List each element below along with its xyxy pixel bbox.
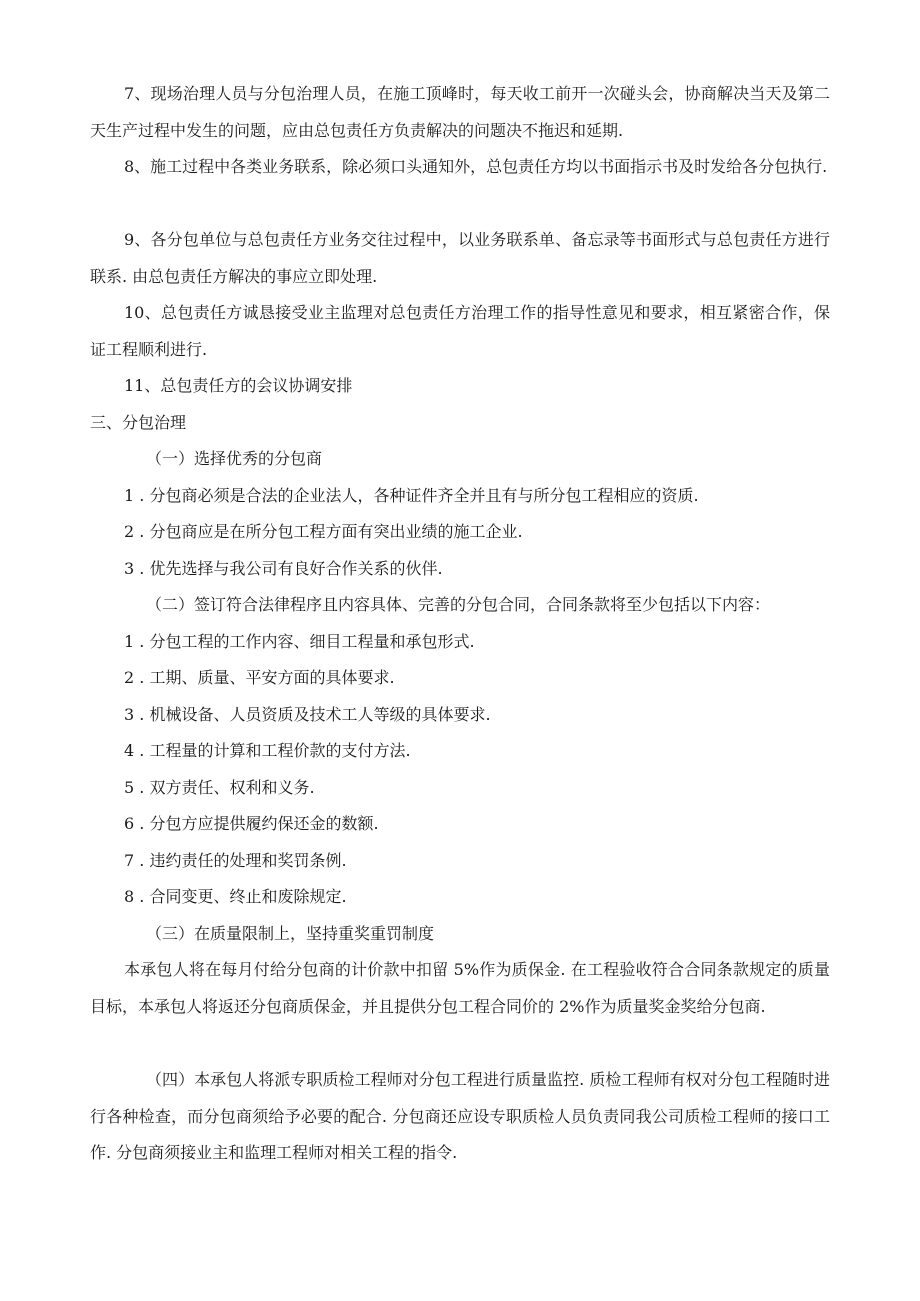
- list-item: 1 . 分包商必须是合法的企业法人，各种证件齐全并且有与所分包工程相应的资质.: [124, 486, 699, 505]
- paragraph-item-7: 7、现场治理人员与分包治理人员，在施工顶峰时，每天收工前开一次碰头会，协商解决当天及第二天生产过程中发生的问题，应由总包责任方负责解决的问题决不拖迟和延期.: [90, 84, 830, 140]
- paragraph-item-11: 11、总包责任方的会议协调安排: [124, 376, 353, 395]
- paragraph-item-10: 10、总包责任方诚恳接受业主监理对总包责任方治理工作的指导性意见和要求，相互紧密合作，保证工程顺利进行.: [90, 303, 830, 359]
- list-item: 1 . 分包工程的工作内容、细目工程量和承包形式.: [124, 632, 475, 651]
- list-item: 6 . 分包方应提供履约保还金的数额.: [124, 814, 379, 833]
- paragraph-item-8: 8、施工过程中各类业务联系，除必须口头通知外，总包责任方均以书面指示书及时发给各分包执行.: [124, 157, 828, 176]
- list-item: 3 . 优先选择与我公司有良好合作关系的伙伴.: [124, 559, 443, 578]
- list-item: 3 . 机械设备、人员资质及技术工人等级的具体要求.: [124, 705, 491, 724]
- list-item: 5 . 双方责任、权利和义务.: [124, 778, 315, 797]
- list-item: 7 . 违约责任的处理和奖罚条例.: [124, 851, 347, 870]
- paragraph-quality-deposit: 本承包人将在每月付给分包商的计价款中扣留 5%作为质保金. 在工程验收符合合同条款规定的质量目标，本承包人将返还分包商质保金，并且提供分包工程合同价的 2%作为质量奖金奖给分包商.: [90, 960, 830, 1016]
- paragraph-quality-inspector: （四）本承包人将派专职质检工程师对分包工程进行质量监控. 质检工程师有权对分包工程随时进行各种检查，而分包商须给予必要的配合. 分包商还应设专职质检人员负责同我公司质检工程师的接口工作. 分包商须接业主和监理工程师对相关工程的指令.: [90, 1070, 830, 1162]
- section-heading-subcontract: 三、分包治理: [90, 413, 187, 432]
- subheading-select-subcontractor: （一）选择优秀的分包商: [146, 449, 323, 468]
- subheading-contract: （二）签订符合法律程序且内容具体、完善的分包合同，合同条款将至少包括以下内容：: [146, 595, 771, 614]
- subheading-quality-control: （三）在质量限制上，坚持重奖重罚制度: [146, 924, 435, 943]
- list-item: 2 . 分包商应是在所分包工程方面有突出业绩的施工企业.: [124, 522, 523, 541]
- list-item: 4 . 工程量的计算和工程价款的支付方法.: [124, 741, 411, 760]
- list-item: 8 . 合同变更、终止和废除规定.: [124, 887, 347, 906]
- list-item: 2 . 工期、质量、平安方面的具体要求.: [124, 668, 395, 687]
- paragraph-item-9: 9、各分包单位与总包责任方业务交往过程中，以业务联系单、备忘录等书面形式与总包责任方进行联系. 由总包责任方解决的事应立即处理.: [90, 230, 830, 286]
